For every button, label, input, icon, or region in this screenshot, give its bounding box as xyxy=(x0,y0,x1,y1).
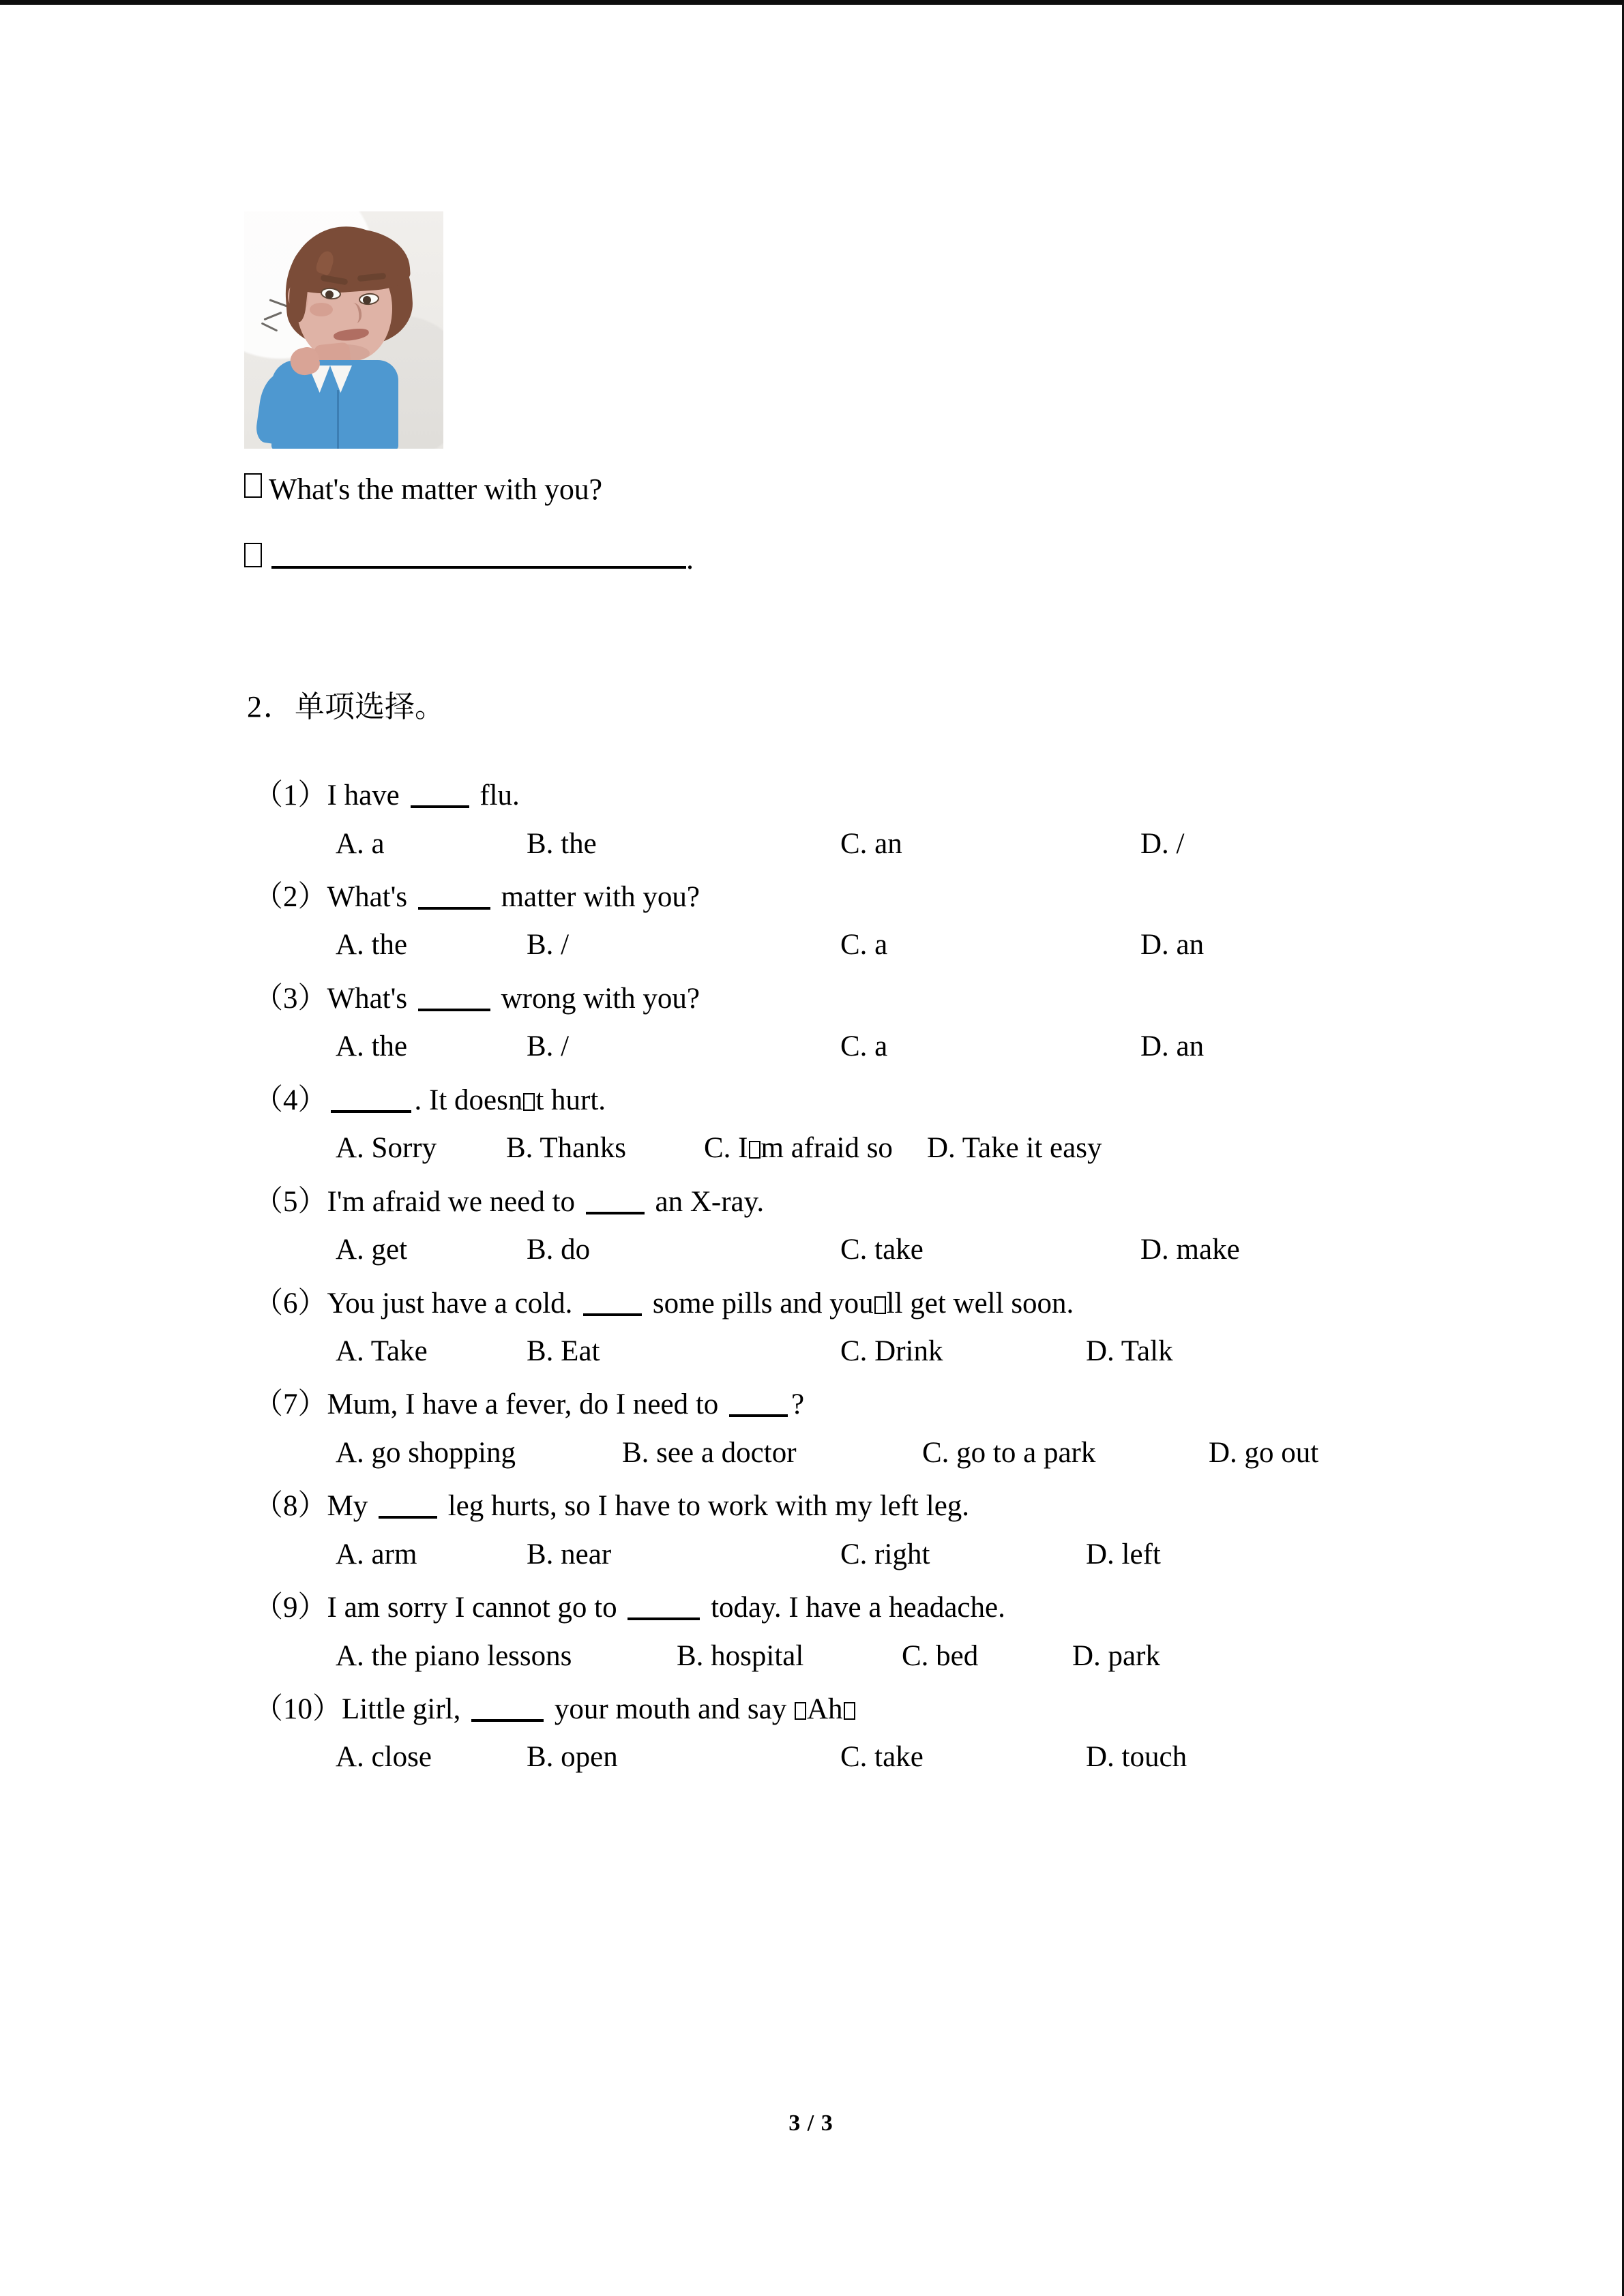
question-number: （6） xyxy=(254,1287,327,1320)
stem-text: an X-ray. xyxy=(647,1185,765,1218)
question-list xyxy=(254,780,1498,1774)
option-d[interactable]: D. Take it easy xyxy=(926,1132,1102,1165)
question-item xyxy=(254,882,1498,961)
option-d[interactable]: D. Talk xyxy=(1086,1335,1173,1367)
dialogue-answer-period: . xyxy=(686,542,694,576)
pupil-right xyxy=(363,296,371,304)
question-item xyxy=(254,1592,1498,1672)
answer-blank-rule[interactable] xyxy=(271,546,686,569)
option-c[interactable] xyxy=(704,1133,893,1164)
option-a[interactable]: A. close xyxy=(336,1741,432,1774)
option-a[interactable]: A. go shopping xyxy=(336,1436,516,1469)
stem-text: ? xyxy=(791,1388,805,1421)
stem-text: I am sorry I cannot go to xyxy=(327,1592,625,1624)
option-b[interactable]: B. the xyxy=(527,827,597,860)
question-item xyxy=(254,780,1498,860)
section-multiple-choice xyxy=(202,658,1498,1795)
question-options xyxy=(336,1539,1498,1570)
sick-boy-illustration xyxy=(244,211,443,449)
option-b[interactable]: B. open xyxy=(527,1741,618,1774)
missing-glyph-box-icon xyxy=(874,1296,886,1314)
question-item xyxy=(254,983,1498,1063)
question-options xyxy=(336,829,1498,860)
section-title: 单项选择。 xyxy=(295,690,445,724)
answer-blank[interactable] xyxy=(379,1497,437,1519)
option-d[interactable]: D. an xyxy=(1140,1030,1205,1063)
stem-text: wrong with you? xyxy=(493,982,700,1015)
stem-text: leg hurts, so I have to work with my left leg. xyxy=(440,1490,970,1523)
question-options xyxy=(336,1742,1498,1773)
option-a[interactable]: A. Take xyxy=(336,1335,428,1367)
section-heading xyxy=(202,658,1498,757)
page-footer xyxy=(0,2111,1622,2136)
question-number: （9） xyxy=(254,1592,327,1624)
stem-text: Mum, I have a fever, do I need to xyxy=(327,1388,726,1421)
option-c[interactable]: C. take xyxy=(840,1741,924,1774)
option-b[interactable]: B. do xyxy=(527,1234,591,1266)
option-d[interactable]: D. go out xyxy=(1209,1436,1319,1469)
question-number: （2） xyxy=(254,881,327,914)
option-b[interactable]: B. see a doctor xyxy=(622,1436,797,1469)
stem-text: Little girl, xyxy=(342,1693,469,1726)
dialogue-line-answer xyxy=(244,543,1404,575)
question-options xyxy=(336,929,1498,961)
shirt-seam xyxy=(337,390,339,449)
option-d[interactable]: D. an xyxy=(1140,929,1205,961)
stem-text: some pills and you xyxy=(645,1287,874,1320)
missing-glyph-box-icon xyxy=(244,473,262,498)
section-number: 2． xyxy=(247,690,295,724)
question-options xyxy=(336,1336,1498,1367)
missing-glyph-box-icon xyxy=(795,1702,806,1720)
question-item xyxy=(254,1288,1498,1368)
option-c[interactable]: C. take xyxy=(840,1234,924,1266)
question-number: （1） xyxy=(254,779,327,812)
stem-text: flu. xyxy=(472,779,520,812)
cheek-shadow xyxy=(310,303,333,316)
question-item xyxy=(254,1389,1498,1469)
option-c[interactable]: C. go to a park xyxy=(922,1436,1096,1469)
option-d[interactable]: D. make xyxy=(1140,1234,1240,1266)
question-stem xyxy=(254,882,1498,913)
option-a[interactable]: A. arm xyxy=(336,1538,417,1570)
pupil-left xyxy=(325,290,334,299)
question-number: （10） xyxy=(254,1693,342,1726)
option-a[interactable]: A. a xyxy=(336,827,385,860)
stem-text: I'm afraid we need to xyxy=(327,1185,582,1218)
question-options xyxy=(336,1437,1498,1469)
question-options xyxy=(336,1641,1498,1672)
question-item xyxy=(254,1085,1498,1165)
question-number: （8） xyxy=(254,1490,327,1523)
answer-blank[interactable] xyxy=(729,1396,788,1417)
question-stem xyxy=(254,1592,1498,1624)
option-d[interactable]: D. park xyxy=(1072,1639,1160,1672)
option-c-text-head: C. I xyxy=(704,1132,748,1165)
option-c[interactable]: C. Drink xyxy=(840,1335,943,1367)
answer-blank[interactable] xyxy=(331,1092,411,1113)
stem-text: your mouth and say xyxy=(547,1693,794,1726)
dialogue-block xyxy=(244,474,1404,613)
question-options xyxy=(336,1133,1498,1164)
question-item xyxy=(254,1694,1498,1774)
page-number: 3 / 3 xyxy=(788,2111,833,2136)
question-stem xyxy=(254,1085,1498,1116)
option-c[interactable]: C. a xyxy=(840,929,888,961)
option-a[interactable]: A. get xyxy=(336,1234,408,1266)
option-b[interactable]: B. Eat xyxy=(527,1335,600,1367)
missing-glyph-box-icon xyxy=(749,1141,761,1159)
answer-blank[interactable] xyxy=(583,1295,642,1316)
answer-blank[interactable] xyxy=(411,787,469,808)
option-b[interactable]: B. near xyxy=(527,1538,612,1570)
option-c-text-tail: m afraid so xyxy=(761,1132,893,1165)
option-c[interactable]: C. an xyxy=(840,827,902,860)
dialogue-line-question xyxy=(244,474,1404,505)
option-b[interactable]: B. hospital xyxy=(677,1639,804,1672)
option-b[interactable]: B. Thanks xyxy=(506,1132,626,1165)
answer-blank[interactable] xyxy=(418,990,490,1011)
question-number: （4） xyxy=(254,1084,327,1116)
answer-blank[interactable] xyxy=(628,1599,700,1620)
missing-glyph-box-icon xyxy=(844,1702,855,1720)
question-options xyxy=(336,1234,1498,1266)
question-number: （7） xyxy=(254,1388,327,1421)
question-stem xyxy=(254,983,1498,1015)
stem-text: matter with you? xyxy=(493,881,700,914)
option-a[interactable]: A. the xyxy=(336,929,408,961)
option-b[interactable]: B. / xyxy=(527,1030,570,1063)
question-stem xyxy=(254,1491,1498,1522)
option-c[interactable]: C. bed xyxy=(902,1639,979,1672)
option-c[interactable]: C. a xyxy=(840,1030,888,1063)
question-stem xyxy=(254,1288,1498,1320)
question-number: （5） xyxy=(254,1185,327,1218)
missing-glyph-box-icon xyxy=(523,1093,535,1111)
option-a[interactable]: A. Sorry xyxy=(336,1132,437,1165)
answer-blank[interactable] xyxy=(586,1193,645,1214)
answer-blank[interactable] xyxy=(471,1701,544,1722)
stem-text: I have xyxy=(327,779,407,812)
stem-text: What's xyxy=(327,982,415,1015)
stem-text: today. I have a headache. xyxy=(703,1592,1005,1624)
question-number: （3） xyxy=(254,982,327,1015)
stem-text: My xyxy=(327,1490,375,1523)
felt-craft-photo xyxy=(244,211,443,449)
stem-text: . It doesn xyxy=(414,1084,523,1116)
question-stem xyxy=(254,1694,1498,1725)
stem-text: ll get well soon. xyxy=(886,1287,1074,1320)
missing-glyph-box-icon xyxy=(244,543,262,567)
question-stem xyxy=(254,1389,1498,1420)
stem-text: Ah xyxy=(806,1693,843,1726)
question-item xyxy=(254,1187,1498,1266)
option-c[interactable]: C. right xyxy=(840,1538,930,1570)
question-item xyxy=(254,1491,1498,1570)
stem-text: What's xyxy=(327,881,415,914)
option-d[interactable]: D. / xyxy=(1140,827,1185,860)
answer-blank[interactable] xyxy=(418,889,490,910)
option-a[interactable]: A. the piano lessons xyxy=(336,1639,572,1672)
dialogue-question-text: What's the matter with you? xyxy=(269,473,602,506)
stem-text: t hurt. xyxy=(535,1084,606,1116)
option-a[interactable]: A. the xyxy=(336,1030,408,1063)
option-b[interactable]: B. / xyxy=(527,929,570,961)
option-d[interactable]: D. touch xyxy=(1086,1741,1187,1774)
stem-text: You just have a cold. xyxy=(327,1287,580,1320)
question-stem xyxy=(254,1187,1498,1218)
question-stem xyxy=(254,780,1498,811)
question-options xyxy=(336,1031,1498,1062)
option-d[interactable]: D. left xyxy=(1086,1538,1161,1570)
